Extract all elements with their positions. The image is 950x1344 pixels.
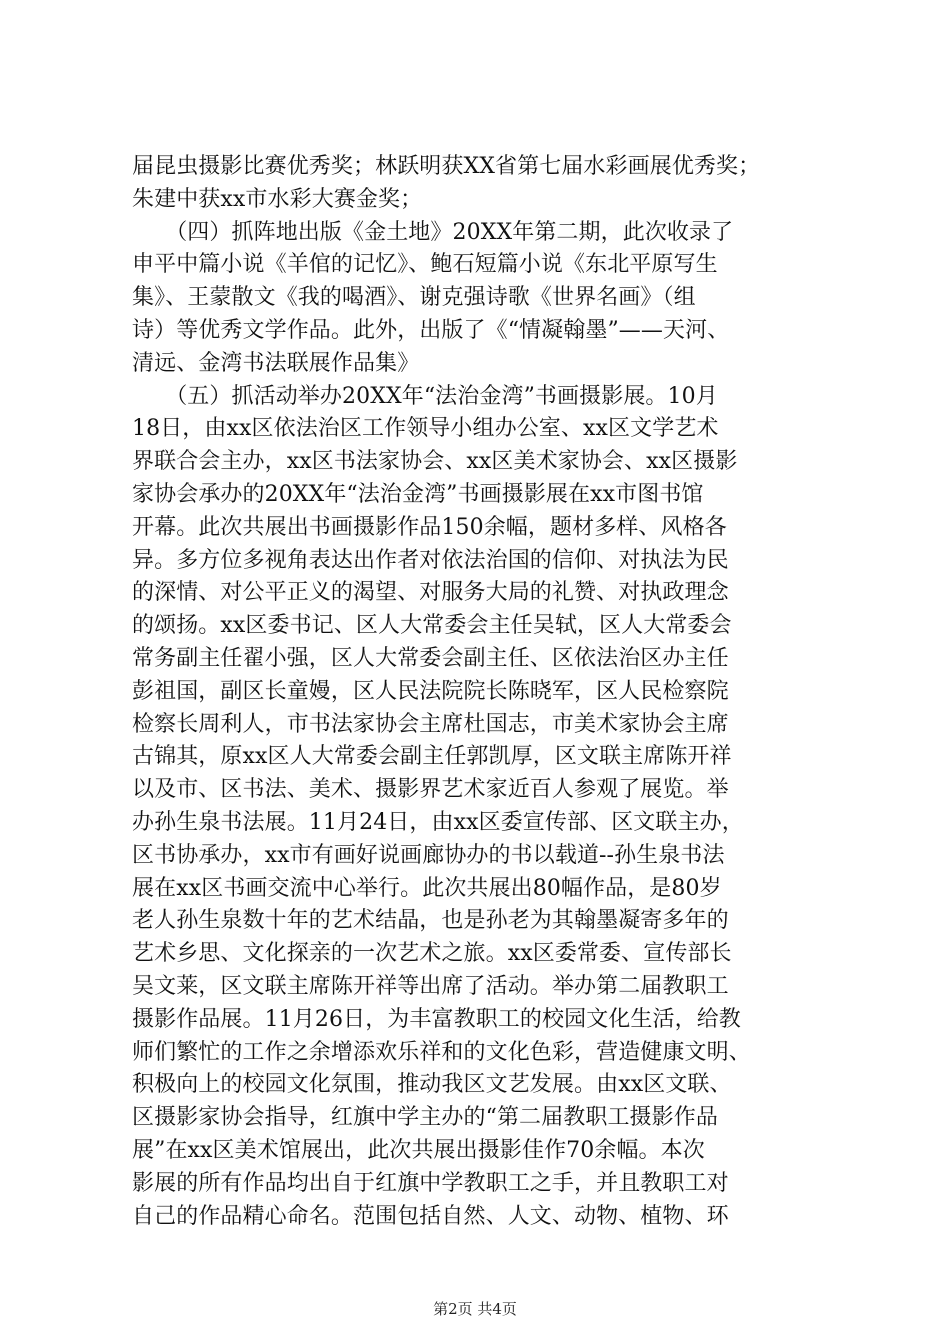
text-line: 区书协承办，xx市有画好说画廊协办的书以载道--孙生泉书法 <box>132 842 725 868</box>
text-line: 彭祖国，副区长童嫚，区人民法院院长陈晓军，区人民检察院 <box>132 678 729 704</box>
text-line: 老人孙生泉数十年的艺术结晶，也是孙老为其翰墨凝寄多年的 <box>132 908 729 934</box>
body-text <box>132 151 832 1233</box>
text-line: 艺术乡思、文化探亲的一次艺术之旅。xx区委常委、宣传部长 <box>132 941 732 967</box>
text-line: 展在xx区书画交流中心举行。此次共展出80幅作品，是80岁 <box>132 875 722 901</box>
text-line: 诗）等优秀文学作品。此外，出版了《“情凝翰墨”——天河、 <box>132 317 730 343</box>
text-line: 家协会承办的20XX年“法治金湾”书画摄影展在xx市图书馆 <box>132 481 704 507</box>
text-line: 吴文莱，区文联主席陈开祥等出席了活动。举办第二届教职工 <box>132 973 729 999</box>
text-line: 界联合会主办，xx区书法家协会、xx区美术家协会、xx区摄影 <box>132 449 738 475</box>
text-line: 集》、王蒙散文《我的喝酒》、谢克强诗歌《世界名画》（组 <box>132 285 696 311</box>
text-line: 届昆虫摄影比赛优秀奖；林跃明获XX省第七届水彩画展优秀奖； <box>132 154 761 179</box>
text-line: 积极向上的校园文化氛围，推动我区文艺发展。由xx区文联、 <box>132 1072 732 1098</box>
text-line: 常务副主任翟小强，区人大常委会副主任、区依法治区办主任 <box>132 645 729 671</box>
text-line: 影展的所有作品均出自于红旗中学教职工之手，并且教职工对 <box>132 1170 729 1196</box>
text-line: 区摄影家协会指导，红旗中学主办的“第二届教职工摄影作品 <box>132 1105 718 1131</box>
text-line: 朱建中获xx市水彩大赛金奖； <box>132 186 423 212</box>
text-line: 古锦其，原xx区人大常委会副主任郭凯厚，区文联主席陈开祥 <box>132 744 732 770</box>
text-line: 18日，由xx区依法治区工作领导小组办公室、xx区文学艺术 <box>132 416 719 442</box>
text-line: 清远、金湾书法联展作品集》 <box>132 350 420 376</box>
text-line: 开幕。此次共展出书画摄影作品150余幅，题材多样、风格各 <box>132 514 727 540</box>
text-line: 展”在xx区美术馆展出，此次共展出摄影佳作70余幅。本次 <box>132 1137 705 1163</box>
text-line: 摄影作品展。11月26日，为丰富教职工的校园文化生活，给教 <box>132 1006 741 1032</box>
text-line: 以及市、区书法、美术、摄影界艺术家近百人参观了展览。举 <box>132 777 729 803</box>
text-line: 申平中篇小说《羊倌的记忆》、鲍石短篇小说《东北平原写生 <box>132 252 718 278</box>
text-line: 的深情、对公平正义的渴望、对服务大局的礼赞、对执政理念 <box>132 580 729 606</box>
text-line: 检察长周利人，市书法家协会主席杜国志，市美术家协会主席 <box>132 711 729 737</box>
text-line: 的颂扬。xx区委书记、区人大常委会主任吴轼，区人大常委会 <box>132 613 732 639</box>
text-line: （四）抓阵地出版《金土地》20XX年第二期，此次收录了 <box>132 219 734 245</box>
text-line: 办孙生泉书法展。11月24日，由xx区委宣传部、区文联主办， <box>132 809 744 835</box>
page-footer: 第2页 共4页 <box>433 1300 517 1318</box>
text-line: 自己的作品精心命名。范围包括自然、人文、动物、植物、环 <box>132 1203 729 1229</box>
text-line: 师们繁忙的工作之余增添欢乐祥和的文化色彩，营造健康文明、 <box>132 1039 751 1065</box>
text-line: 异。多方位多视角表达出作者对依法治国的信仰、对执法为民 <box>132 547 729 573</box>
text-line: （五）抓活动举办20XX年“法治金湾”书画摄影展。10月 <box>132 383 718 409</box>
